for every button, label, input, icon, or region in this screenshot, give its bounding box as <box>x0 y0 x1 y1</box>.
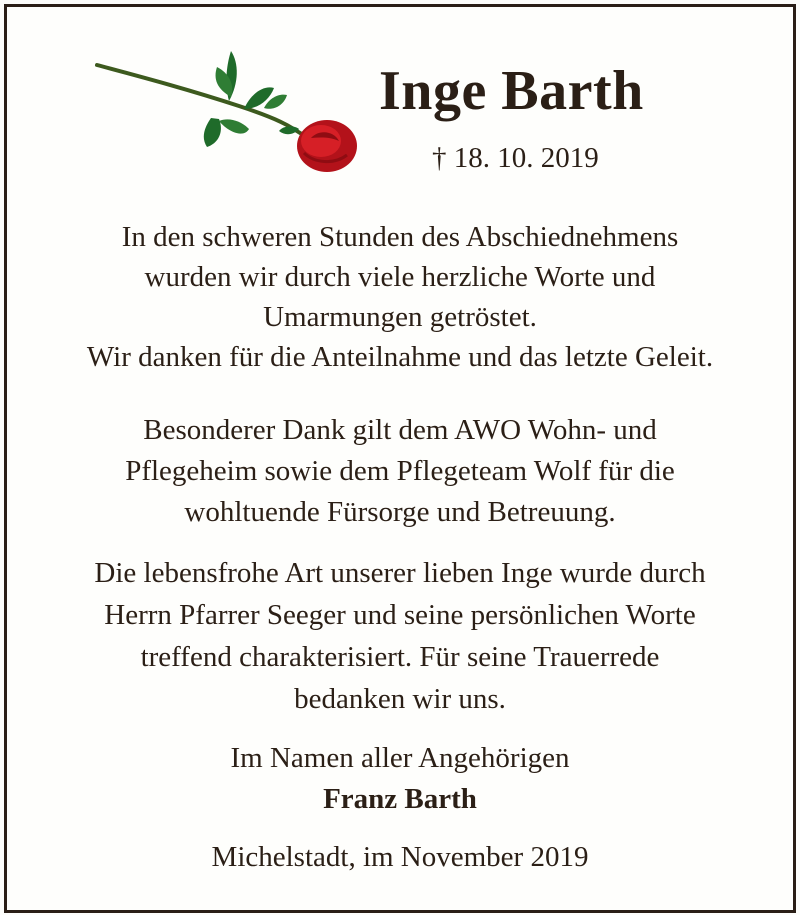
special-thanks-paragraph <box>0 410 800 533</box>
closing-line: Im Namen aller Angehörigen <box>230 742 570 774</box>
death-date: † 18. 10. 2019 <box>432 142 599 174</box>
place-date: Michelstadt, im November 2019 <box>211 841 589 873</box>
text-line: In den schweren Stunden des Abschiednehmens <box>121 221 679 253</box>
text-line: wurden wir durch viele herzliche Worte und <box>144 261 656 293</box>
text-line: bedanken wir uns. <box>294 683 506 715</box>
deceased-name: Inge Barth <box>379 60 644 122</box>
closing-block <box>0 738 800 820</box>
text-line: wohltuende Fürsorge und Betreuung. <box>184 496 616 528</box>
rose-icon <box>89 43 369 178</box>
text-line: Herrn Pfarrer Seeger und seine persönlichen Worte <box>104 599 696 631</box>
text-line: Pflegeheim sowie dem Pflegeteam Wolf für die <box>125 455 675 487</box>
text-line: Die lebensfrohe Art unserer lieben Inge wurde durch <box>94 557 706 589</box>
text-line: Umarmungen getröstet. <box>263 301 537 333</box>
thanks-paragraph <box>0 217 800 377</box>
text-line: Besonderer Dank gilt dem AWO Wohn- und <box>143 414 657 446</box>
text-line: treffend charakterisiert. Für seine Trauerrede <box>140 641 660 673</box>
pastor-thanks-paragraph <box>0 552 800 720</box>
signer-name: Franz Barth <box>323 783 477 815</box>
text-line: Wir danken für die Anteilnahme und das letzte Geleit. <box>86 341 714 373</box>
